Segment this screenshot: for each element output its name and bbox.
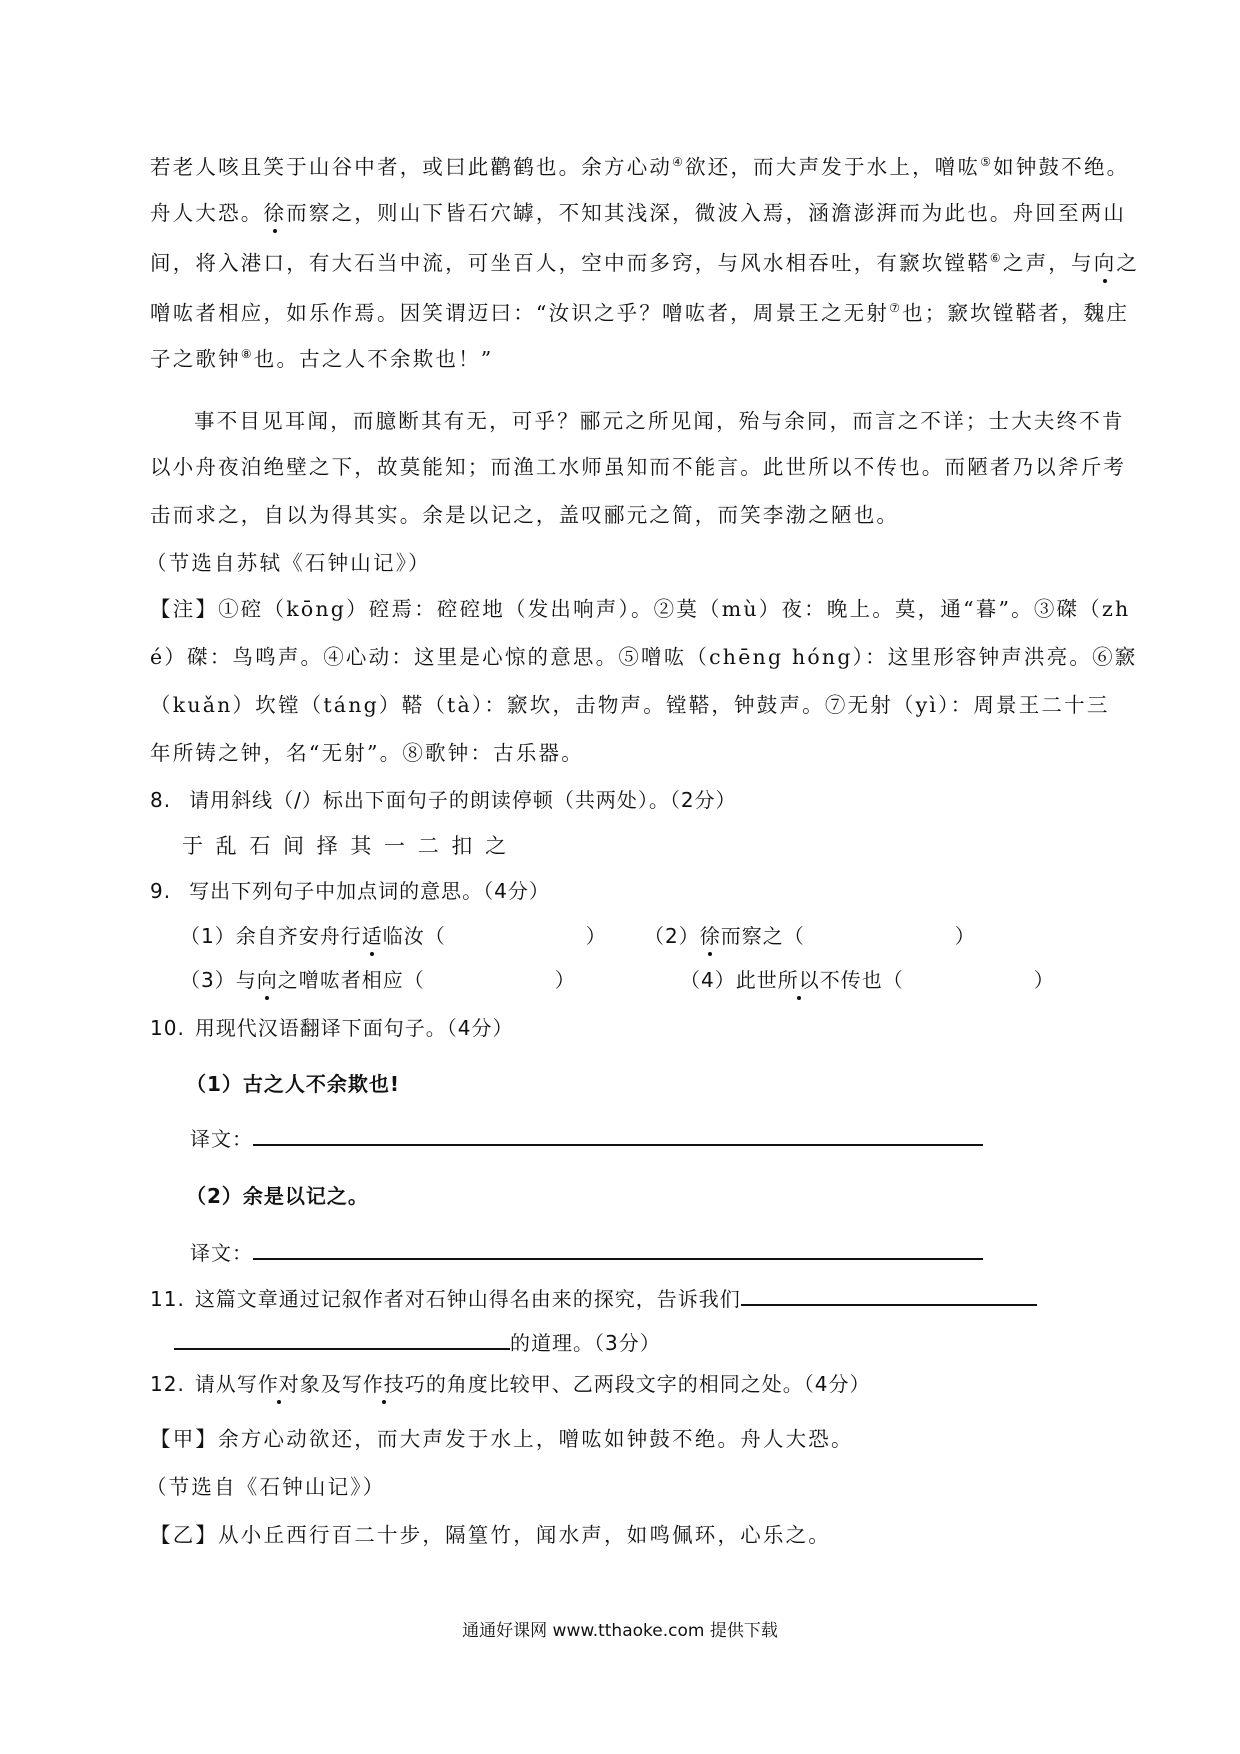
dotted-word: 徐: [700, 920, 721, 949]
dotted-word: 写作技巧: [342, 1368, 426, 1397]
dotted-word: 向: [257, 964, 278, 993]
notes-line-1: 【注】①硿（kōng）硿焉：硿硿地（发出响声）。②莫（mù）夜：晚上。莫，通“暮”。③磔（zh: [150, 597, 1131, 621]
question-9-item-3: （3）与向之噌吰者相应（ ）: [180, 964, 576, 993]
question-10-sentence-1: （1）古之人不余欺也!: [186, 1072, 401, 1096]
passage-p2-line-3: 击而求之，自以为得其实。余是以记之，盖叹郦元之简，而笑李渤之陋也。: [150, 503, 900, 527]
dotted-word: 写作对象: [237, 1368, 321, 1397]
question-11-continued: 的道理。（3分）: [174, 1326, 661, 1356]
question-10-answer-1: 译文：: [190, 1122, 983, 1152]
question-8: 8. 请用斜线（/）标出下面句子的朗读停顿（共两处）。（2分）: [150, 788, 737, 812]
page-footer: 通通好课网 www.tthaoke.com 提供下载: [462, 1621, 778, 1641]
passage-line-3: 间，将入港口，有大石当中流，可坐百人，空中而多窍，与风水相吞吐，有窾坎镗鞳⑥之声，与向之: [150, 246, 1139, 276]
passage-line-1: 若老人咳且笑于山谷中者，或曰此鹳鹤也。余方心动④欲还，而大声发于水上，噌吰⑤如钟鼓不绝。: [150, 155, 1130, 179]
passage-p2-line-2: 以小舟夜泊绝壁之下，故莫能知；而渔工水师虽知而不能言。此世所以不传也。而陋者乃以斧斤考: [150, 455, 1127, 479]
question-12: 12. 请从写作对象及写作技巧的角度比较甲、乙两段文字的相同之处。（4分）: [150, 1368, 871, 1397]
question-9-item-2: （2）徐而察之（ ）: [644, 920, 976, 949]
question-11: 11. 这篇文章通过记叙作者对石钟山得名由来的探究，告诉我们: [150, 1282, 1037, 1312]
question-10-answer-2: 译文：: [190, 1236, 983, 1266]
notes-line-3: （kuǎn）坎镗（táng）鞳（tà）：窾坎，击物声。镗鞳，钟鼓声。⑦无射（yì）：周景王二十三: [150, 693, 1110, 717]
answer-line[interactable]: [741, 1282, 1037, 1306]
excerpt-jia: 【甲】余方心动欲还，而大声发于水上，噌吰如钟鼓不绝。舟人大恐。: [150, 1427, 854, 1451]
dotted-word: 所以: [778, 964, 820, 993]
passage-line-2: 舟人大恐。徐而察之，则山下皆石穴罅，不知其浅深，微波入焉，涵澹澎湃而为此也。舟回至两山: [150, 196, 1126, 226]
question-8-sentence: 于 乱 石 间 择 其 一 二 扣 之: [182, 834, 510, 858]
question-10-sentence-2: （2）余是以记之。: [186, 1184, 369, 1208]
translation-answer-line[interactable]: [253, 1236, 983, 1260]
dotted-word: 徐: [264, 196, 287, 226]
passage-source: （节选自苏轼《石钟山记》）: [146, 551, 431, 575]
passage-line-4: 噌吰者相应，如乐作焉。因笑谓迈曰：“汝识之乎？噌吰者，周景王之无射⑦也；窾坎镗鞳者，魏庄: [150, 301, 1130, 325]
translation-answer-line[interactable]: [253, 1122, 983, 1146]
passage-line-5: 子之歌钟⑧也。古之人不余欺也！”: [150, 347, 494, 371]
passage-p2-line-1: 事不目见耳闻，而臆断其有无，可乎？郦元之所见闻，殆与余同，而言之不详；士大夫终不肯: [194, 409, 1125, 433]
question-9-item-4: （4）此世所以不传也（ ）: [680, 964, 1055, 993]
question-10: 10. 用现代汉语翻译下面句子。（4分）: [150, 1016, 514, 1040]
excerpt-yi: 【乙】从小丘西行百二十步，隔篁竹，闻水声，如鸣佩环，心乐之。: [150, 1523, 831, 1547]
question-9-item-1: （1）余自齐安舟行适临汝（ ）: [180, 920, 607, 949]
dotted-word: 向: [1094, 246, 1117, 276]
question-9: 9. 写出下列句子中加点词的意思。（4分）: [150, 879, 550, 903]
notes-line-4: 年所铸之钟，名“无射”。⑧歌钟：古乐器。: [150, 741, 584, 765]
excerpt-jia-source: （节选自《石钟山记》）: [146, 1475, 386, 1499]
answer-line[interactable]: [174, 1326, 510, 1350]
notes-line-2: é）磔：鸟鸣声。④心动：这里是心惊的意思。⑤噌吰（chēng hóng）：这里形容钟声洪亮。⑥窾: [150, 645, 1138, 669]
dotted-word: 适: [362, 920, 383, 949]
